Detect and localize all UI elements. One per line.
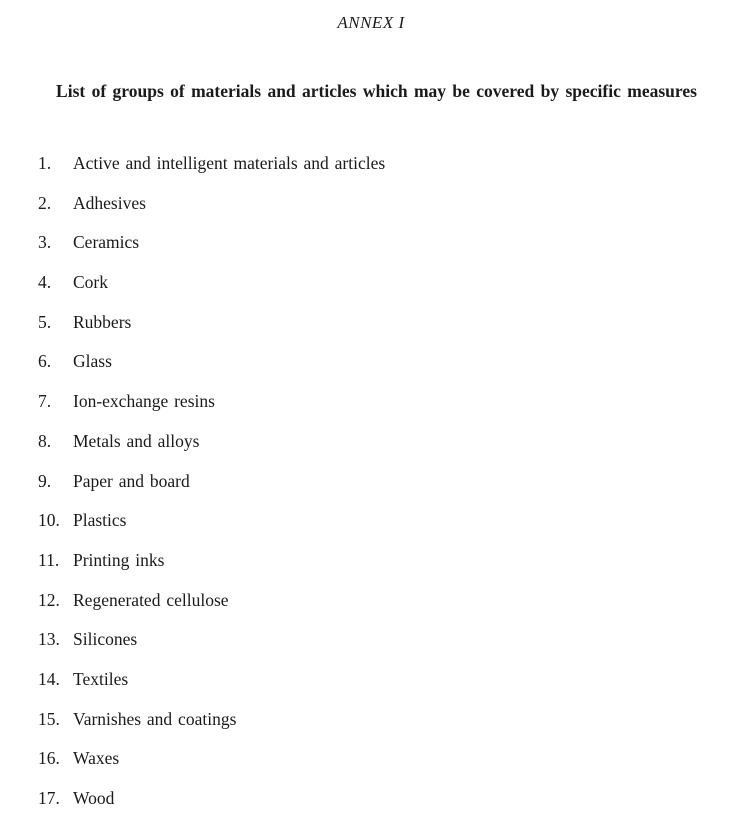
item-label: Paper and board	[73, 470, 190, 491]
annex-heading: ANNEX I	[337, 13, 405, 32]
list-item	[38, 509, 385, 549]
item-label: Textiles	[73, 668, 129, 689]
item-number: 7.	[38, 391, 52, 412]
list-item	[38, 152, 385, 192]
list-item	[38, 430, 385, 470]
list-item	[38, 589, 385, 629]
item-label: Cork	[73, 272, 108, 293]
list-item	[38, 549, 385, 589]
list-item	[38, 628, 385, 668]
item-label: Regenerated cellulose	[73, 589, 229, 610]
item-number: 9.	[38, 470, 52, 491]
item-number: 15.	[38, 708, 60, 729]
item-label: Silicones	[73, 629, 138, 650]
materials-list	[38, 152, 385, 827]
item-number: 5.	[38, 311, 52, 332]
item-number: 13.	[38, 629, 60, 650]
list-item	[38, 470, 385, 510]
list-item	[38, 668, 385, 708]
item-label: Active and intelligent materials and articles	[73, 153, 386, 173]
item-label: Varnishes and coatings	[73, 708, 237, 729]
item-number: 4.	[38, 272, 52, 293]
item-label: Adhesives	[73, 192, 146, 213]
item-number: 17.	[38, 788, 60, 808]
item-number: 11.	[38, 549, 60, 570]
list-item	[38, 747, 385, 787]
item-label: Printing inks	[73, 549, 165, 570]
list-item	[38, 311, 385, 351]
list-item	[38, 192, 385, 232]
item-label: Ceramics	[73, 232, 140, 253]
item-label: Metals and alloys	[73, 430, 200, 451]
item-number: 3.	[38, 232, 52, 253]
item-number: 8.	[38, 430, 52, 451]
item-label: Wood	[73, 788, 115, 808]
item-number: 10.	[38, 510, 60, 531]
item-label: Glass	[73, 351, 112, 372]
item-number: 6.	[38, 351, 52, 372]
list-item	[38, 231, 385, 271]
item-number: 12.	[38, 589, 60, 610]
item-label: Ion-exchange resins	[73, 391, 215, 412]
item-number: 16.	[38, 748, 60, 769]
item-label: Rubbers	[73, 311, 132, 332]
item-number: 2.	[38, 192, 52, 213]
item-number: 14.	[38, 668, 60, 689]
item-label: Waxes	[73, 748, 120, 769]
list-item	[38, 390, 385, 430]
item-number: 1.	[38, 153, 52, 173]
list-title: List of groups of materials and articles which may be covered by specific measures	[56, 81, 697, 101]
list-item	[38, 787, 385, 827]
list-item	[38, 708, 385, 748]
item-label: Plastics	[73, 510, 127, 531]
list-item	[38, 271, 385, 311]
list-item	[38, 350, 385, 390]
